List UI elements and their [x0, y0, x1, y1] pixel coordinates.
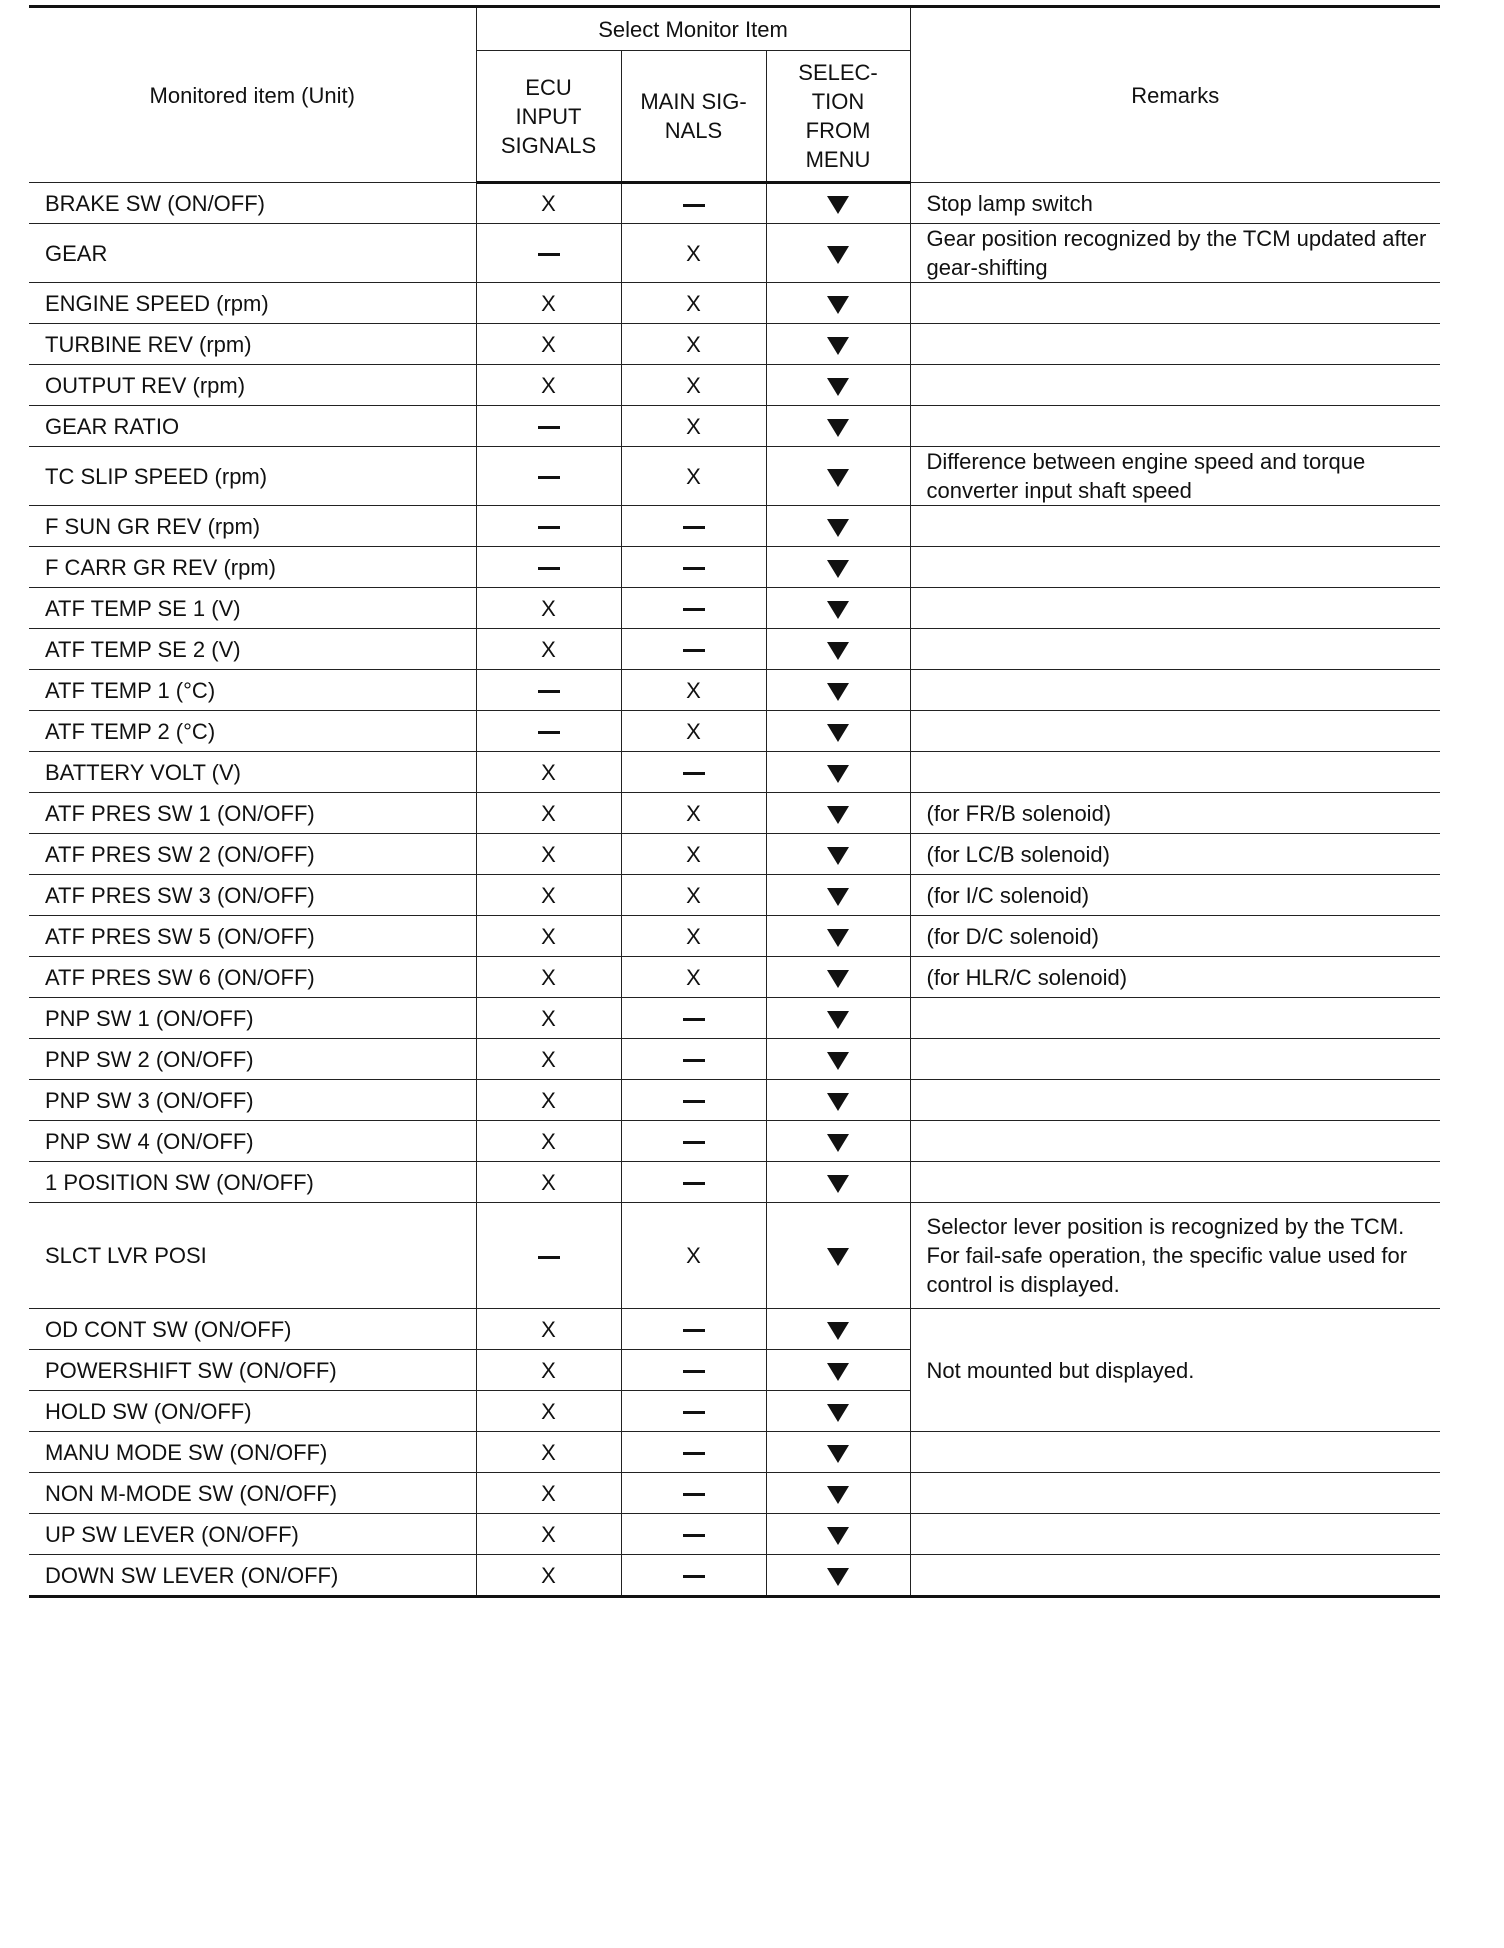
dash-mark	[683, 1182, 705, 1185]
x-mark: X	[686, 413, 701, 439]
x-mark: X	[541, 1169, 556, 1195]
monitored-item-cell: OUTPUT REV (rpm)	[29, 365, 476, 406]
table-row	[29, 916, 1440, 957]
selection-from-menu-cell	[766, 1514, 910, 1555]
x-mark: X	[541, 191, 556, 216]
remarks-cell	[910, 1162, 1440, 1203]
main-signals-cell	[621, 1309, 766, 1350]
remarks-cell	[910, 629, 1440, 670]
monitored-item-cell: OD CONT SW (ON/OFF)	[29, 1309, 476, 1350]
main-signals-cell	[621, 916, 766, 957]
main-signals-cell	[621, 1350, 766, 1391]
monitored-item-cell: SLCT LVR POSI	[29, 1203, 476, 1309]
ecu-input-signals-cell	[476, 1121, 621, 1162]
dash-mark	[538, 731, 560, 734]
table-row	[29, 1309, 1440, 1350]
monitored-item-cell: UP SW LEVER (ON/OFF)	[29, 1514, 476, 1555]
table-row	[29, 1039, 1440, 1080]
triangle-down-icon	[827, 929, 849, 947]
remarks-cell: (for D/C solenoid)	[910, 916, 1440, 957]
triangle-down-icon	[827, 519, 849, 537]
selection-from-menu-cell	[766, 1391, 910, 1432]
main-signals-cell	[621, 711, 766, 752]
main-signals-cell	[621, 1473, 766, 1514]
remarks-cell: Not mounted but displayed.	[910, 1309, 1440, 1432]
x-mark: X	[541, 1046, 556, 1072]
triangle-down-icon	[827, 642, 849, 660]
remarks-cell	[910, 711, 1440, 752]
header-ecu-input-signals: ECU INPUT SIGNALS	[476, 51, 621, 183]
table-row	[29, 629, 1440, 670]
triangle-down-icon	[827, 378, 849, 396]
table-row	[29, 183, 1440, 224]
main-signals-cell	[621, 406, 766, 447]
table-row	[29, 1555, 1440, 1597]
header-monitored-item: Monitored item (Unit)	[29, 7, 476, 183]
selection-from-menu-cell	[766, 1080, 910, 1121]
monitor-item-table	[29, 5, 1440, 1598]
dash-mark	[538, 476, 560, 479]
remarks-cell	[910, 588, 1440, 629]
monitored-item-cell: ATF PRES SW 2 (ON/OFF)	[29, 834, 476, 875]
x-mark: X	[541, 1087, 556, 1113]
table-row	[29, 506, 1440, 547]
monitored-item-cell: ATF TEMP SE 2 (V)	[29, 629, 476, 670]
x-mark: X	[686, 964, 701, 990]
remarks-cell	[910, 506, 1440, 547]
dash-mark	[683, 567, 705, 570]
triangle-down-icon	[827, 724, 849, 742]
ecu-input-signals-cell	[476, 629, 621, 670]
selection-from-menu-cell	[766, 875, 910, 916]
monitored-item-cell: PNP SW 3 (ON/OFF)	[29, 1080, 476, 1121]
ecu-input-signals-cell	[476, 406, 621, 447]
remarks-cell: Selector lever position is recognized by the TCM. For fail-safe operation, the specific value used for control is displayed.	[910, 1203, 1440, 1309]
triangle-down-icon	[827, 246, 849, 264]
x-mark: X	[541, 1357, 556, 1383]
triangle-down-icon	[827, 847, 849, 865]
main-signals-cell	[621, 547, 766, 588]
table-row	[29, 834, 1440, 875]
x-mark: X	[541, 964, 556, 990]
ecu-input-signals-cell	[476, 834, 621, 875]
selection-from-menu-cell	[766, 224, 910, 283]
monitored-item-cell: NON M-MODE SW (ON/OFF)	[29, 1473, 476, 1514]
selection-from-menu-cell	[766, 447, 910, 506]
selection-from-menu-cell	[766, 365, 910, 406]
x-mark: X	[541, 290, 556, 316]
selection-from-menu-cell	[766, 324, 910, 365]
dash-mark	[538, 567, 560, 570]
monitored-item-cell: 1 POSITION SW (ON/OFF)	[29, 1162, 476, 1203]
ecu-input-signals-cell	[476, 875, 621, 916]
x-mark: X	[541, 636, 556, 662]
remarks-cell: Stop lamp switch	[910, 183, 1440, 224]
main-signals-cell	[621, 224, 766, 283]
ecu-input-signals-cell	[476, 1391, 621, 1432]
dash-mark	[683, 1452, 705, 1455]
monitored-item-cell: GEAR	[29, 224, 476, 283]
selection-from-menu-cell	[766, 1203, 910, 1309]
selection-from-menu-cell	[766, 547, 910, 588]
x-mark: X	[541, 923, 556, 949]
dash-mark	[538, 426, 560, 429]
ecu-input-signals-cell	[476, 547, 621, 588]
x-mark: X	[541, 1521, 556, 1547]
dash-mark	[683, 649, 705, 652]
remarks-cell	[910, 1555, 1440, 1597]
ecu-input-signals-cell	[476, 1555, 621, 1597]
table-row	[29, 1162, 1440, 1203]
monitored-item-cell: ATF TEMP SE 1 (V)	[29, 588, 476, 629]
triangle-down-icon	[827, 1011, 849, 1029]
table-row	[29, 224, 1440, 283]
x-mark: X	[541, 1439, 556, 1465]
triangle-down-icon	[827, 1363, 849, 1381]
triangle-down-icon	[827, 1568, 849, 1586]
ecu-input-signals-cell	[476, 506, 621, 547]
monitored-item-cell: PNP SW 1 (ON/OFF)	[29, 998, 476, 1039]
triangle-down-icon	[827, 1175, 849, 1193]
main-signals-cell	[621, 670, 766, 711]
x-mark: X	[541, 1398, 556, 1424]
main-signals-cell	[621, 752, 766, 793]
remarks-cell	[910, 1432, 1440, 1473]
remarks-cell	[910, 1473, 1440, 1514]
selection-from-menu-cell	[766, 629, 910, 670]
remarks-cell	[910, 365, 1440, 406]
x-mark: X	[541, 372, 556, 398]
ecu-input-signals-cell	[476, 283, 621, 324]
monitored-item-cell: MANU MODE SW (ON/OFF)	[29, 1432, 476, 1473]
dash-mark	[683, 1100, 705, 1103]
monitored-item-cell: TURBINE REV (rpm)	[29, 324, 476, 365]
triangle-down-icon	[827, 970, 849, 988]
dash-mark	[683, 608, 705, 611]
dash-mark	[538, 253, 560, 256]
selection-from-menu-cell	[766, 283, 910, 324]
main-signals-cell	[621, 588, 766, 629]
dash-mark	[683, 772, 705, 775]
selection-from-menu-cell	[766, 1162, 910, 1203]
monitored-item-cell: ATF TEMP 2 (°C)	[29, 711, 476, 752]
triangle-down-icon	[827, 1527, 849, 1545]
remarks-cell	[910, 998, 1440, 1039]
triangle-down-icon	[827, 1248, 849, 1266]
monitored-item-cell: ATF PRES SW 5 (ON/OFF)	[29, 916, 476, 957]
dash-mark	[538, 1256, 560, 1259]
main-signals-cell	[621, 834, 766, 875]
table-row	[29, 1203, 1440, 1309]
triangle-down-icon	[827, 296, 849, 314]
selection-from-menu-cell	[766, 183, 910, 224]
selection-from-menu-cell	[766, 834, 910, 875]
table-row	[29, 670, 1440, 711]
x-mark: X	[686, 372, 701, 398]
header-select-monitor-item: Select Monitor Item	[476, 7, 910, 51]
ecu-input-signals-cell	[476, 998, 621, 1039]
ecu-input-signals-cell	[476, 1350, 621, 1391]
monitored-item-cell: DOWN SW LEVER (ON/OFF)	[29, 1555, 476, 1597]
table-row	[29, 447, 1440, 506]
ecu-input-signals-cell	[476, 1309, 621, 1350]
remarks-cell	[910, 283, 1440, 324]
x-mark: X	[686, 677, 701, 703]
x-mark: X	[686, 882, 701, 908]
x-mark: X	[686, 1243, 701, 1268]
main-signals-cell	[621, 324, 766, 365]
dash-mark	[683, 1370, 705, 1373]
monitored-item-cell: PNP SW 4 (ON/OFF)	[29, 1121, 476, 1162]
dash-mark	[683, 526, 705, 529]
selection-from-menu-cell	[766, 752, 910, 793]
x-mark: X	[686, 290, 701, 316]
dash-mark	[538, 690, 560, 693]
remarks-cell	[910, 670, 1440, 711]
selection-from-menu-cell	[766, 406, 910, 447]
main-signals-cell	[621, 283, 766, 324]
x-mark: X	[541, 1316, 556, 1342]
table-body	[29, 183, 1440, 1597]
selection-from-menu-cell	[766, 957, 910, 998]
ecu-input-signals-cell	[476, 588, 621, 629]
triangle-down-icon	[827, 1134, 849, 1152]
remarks-cell	[910, 1080, 1440, 1121]
monitored-item-cell: ATF PRES SW 1 (ON/OFF)	[29, 793, 476, 834]
triangle-down-icon	[827, 196, 849, 214]
table-row	[29, 324, 1440, 365]
triangle-down-icon	[827, 888, 849, 906]
x-mark: X	[686, 923, 701, 949]
selection-from-menu-cell	[766, 711, 910, 752]
monitored-item-cell: GEAR RATIO	[29, 406, 476, 447]
main-signals-cell	[621, 1203, 766, 1309]
main-signals-cell	[621, 1391, 766, 1432]
triangle-down-icon	[827, 1404, 849, 1422]
triangle-down-icon	[827, 601, 849, 619]
selection-from-menu-cell	[766, 1555, 910, 1597]
table-row	[29, 1121, 1440, 1162]
ecu-input-signals-cell	[476, 324, 621, 365]
x-mark: X	[686, 841, 701, 867]
table-row	[29, 547, 1440, 588]
ecu-input-signals-cell	[476, 670, 621, 711]
selection-from-menu-cell	[766, 998, 910, 1039]
main-signals-cell	[621, 1162, 766, 1203]
ecu-input-signals-cell	[476, 957, 621, 998]
table-row	[29, 1514, 1440, 1555]
main-signals-cell	[621, 1555, 766, 1597]
monitored-item-cell: PNP SW 2 (ON/OFF)	[29, 1039, 476, 1080]
ecu-input-signals-cell	[476, 1080, 621, 1121]
triangle-down-icon	[827, 1093, 849, 1111]
monitored-item-cell: BATTERY VOLT (V)	[29, 752, 476, 793]
table-row	[29, 365, 1440, 406]
table-row	[29, 875, 1440, 916]
ecu-input-signals-cell	[476, 793, 621, 834]
main-signals-cell	[621, 629, 766, 670]
table-row	[29, 793, 1440, 834]
remarks-cell	[910, 1121, 1440, 1162]
x-mark: X	[541, 595, 556, 621]
ecu-input-signals-cell	[476, 1039, 621, 1080]
selection-from-menu-cell	[766, 506, 910, 547]
ecu-input-signals-cell	[476, 224, 621, 283]
dash-mark	[683, 1018, 705, 1021]
monitored-item-cell: POWERSHIFT SW (ON/OFF)	[29, 1350, 476, 1391]
main-signals-cell	[621, 1039, 766, 1080]
triangle-down-icon	[827, 419, 849, 437]
main-signals-cell	[621, 998, 766, 1039]
remarks-cell: Gear position recognized by the TCM updated after gear-shifting	[910, 224, 1440, 283]
remarks-cell: Difference between engine speed and torque converter input shaft speed	[910, 447, 1440, 506]
remarks-cell: (for HLR/C solenoid)	[910, 957, 1440, 998]
dash-mark	[683, 1575, 705, 1578]
triangle-down-icon	[827, 683, 849, 701]
header-remarks: Remarks	[910, 7, 1440, 183]
selection-from-menu-cell	[766, 793, 910, 834]
dash-mark	[683, 1411, 705, 1414]
ecu-input-signals-cell	[476, 1514, 621, 1555]
triangle-down-icon	[827, 1052, 849, 1070]
main-signals-cell	[621, 1432, 766, 1473]
ecu-input-signals-cell	[476, 1432, 621, 1473]
table-row	[29, 752, 1440, 793]
remarks-cell	[910, 1514, 1440, 1555]
ecu-input-signals-cell	[476, 447, 621, 506]
dash-mark	[683, 1493, 705, 1496]
x-mark: X	[541, 1480, 556, 1506]
triangle-down-icon	[827, 806, 849, 824]
monitored-item-cell: F CARR GR REV (rpm)	[29, 547, 476, 588]
x-mark: X	[541, 882, 556, 908]
remarks-cell	[910, 752, 1440, 793]
remarks-cell	[910, 406, 1440, 447]
monitored-item-cell: HOLD SW (ON/OFF)	[29, 1391, 476, 1432]
triangle-down-icon	[827, 1486, 849, 1504]
monitored-item-cell: TC SLIP SPEED (rpm)	[29, 447, 476, 506]
selection-from-menu-cell	[766, 1121, 910, 1162]
remarks-cell	[910, 1039, 1440, 1080]
main-signals-cell	[621, 183, 766, 224]
table-row	[29, 1473, 1440, 1514]
monitored-item-cell: BRAKE SW (ON/OFF)	[29, 183, 476, 224]
ecu-input-signals-cell	[476, 1203, 621, 1309]
dash-mark	[683, 1141, 705, 1144]
dash-mark	[683, 1534, 705, 1537]
remarks-cell: (for FR/B solenoid)	[910, 793, 1440, 834]
ecu-input-signals-cell	[476, 1473, 621, 1514]
table-row	[29, 406, 1440, 447]
remarks-cell: (for I/C solenoid)	[910, 875, 1440, 916]
main-signals-cell	[621, 957, 766, 998]
main-signals-cell	[621, 1121, 766, 1162]
selection-from-menu-cell	[766, 670, 910, 711]
remarks-cell: (for LC/B solenoid)	[910, 834, 1440, 875]
main-signals-cell	[621, 1080, 766, 1121]
x-mark: X	[541, 331, 556, 357]
x-mark: X	[541, 759, 556, 785]
selection-from-menu-cell	[766, 1309, 910, 1350]
monitored-item-cell: ATF TEMP 1 (°C)	[29, 670, 476, 711]
table-row	[29, 711, 1440, 752]
ecu-input-signals-cell	[476, 183, 621, 224]
main-signals-cell	[621, 506, 766, 547]
main-signals-cell	[621, 447, 766, 506]
x-mark: X	[686, 240, 701, 266]
table-row	[29, 998, 1440, 1039]
table-row	[29, 283, 1440, 324]
x-mark: X	[686, 718, 701, 744]
x-mark: X	[541, 841, 556, 867]
triangle-down-icon	[827, 560, 849, 578]
ecu-input-signals-cell	[476, 1162, 621, 1203]
selection-from-menu-cell	[766, 916, 910, 957]
x-mark: X	[686, 463, 701, 489]
header-main-signals: MAIN SIG- NALS	[621, 51, 766, 183]
dash-mark	[683, 204, 705, 207]
main-signals-cell	[621, 793, 766, 834]
dash-mark	[683, 1059, 705, 1062]
ecu-input-signals-cell	[476, 711, 621, 752]
x-mark: X	[541, 800, 556, 826]
monitored-item-cell: F SUN GR REV (rpm)	[29, 506, 476, 547]
ecu-input-signals-cell	[476, 365, 621, 406]
ecu-input-signals-cell	[476, 916, 621, 957]
triangle-down-icon	[827, 765, 849, 783]
table-row	[29, 957, 1440, 998]
triangle-down-icon	[827, 1445, 849, 1463]
monitored-item-cell: ATF PRES SW 3 (ON/OFF)	[29, 875, 476, 916]
x-mark: X	[686, 800, 701, 826]
x-mark: X	[686, 331, 701, 357]
main-signals-cell	[621, 1514, 766, 1555]
selection-from-menu-cell	[766, 588, 910, 629]
dash-mark	[538, 526, 560, 529]
selection-from-menu-cell	[766, 1350, 910, 1391]
dash-mark	[683, 1329, 705, 1332]
monitored-item-cell: ATF PRES SW 6 (ON/OFF)	[29, 957, 476, 998]
table-row	[29, 1080, 1440, 1121]
selection-from-menu-cell	[766, 1039, 910, 1080]
triangle-down-icon	[827, 337, 849, 355]
x-mark: X	[541, 1128, 556, 1154]
header-selection-from-menu: SELEC- TION FROM MENU	[766, 51, 910, 183]
table-row	[29, 1432, 1440, 1473]
main-signals-cell	[621, 365, 766, 406]
x-mark: X	[541, 1562, 556, 1588]
x-mark: X	[541, 1005, 556, 1031]
remarks-cell	[910, 324, 1440, 365]
table-row	[29, 588, 1440, 629]
main-signals-cell	[621, 875, 766, 916]
remarks-cell	[910, 547, 1440, 588]
triangle-down-icon	[827, 469, 849, 487]
monitored-item-cell: ENGINE SPEED (rpm)	[29, 283, 476, 324]
selection-from-menu-cell	[766, 1473, 910, 1514]
selection-from-menu-cell	[766, 1432, 910, 1473]
ecu-input-signals-cell	[476, 752, 621, 793]
triangle-down-icon	[827, 1322, 849, 1340]
